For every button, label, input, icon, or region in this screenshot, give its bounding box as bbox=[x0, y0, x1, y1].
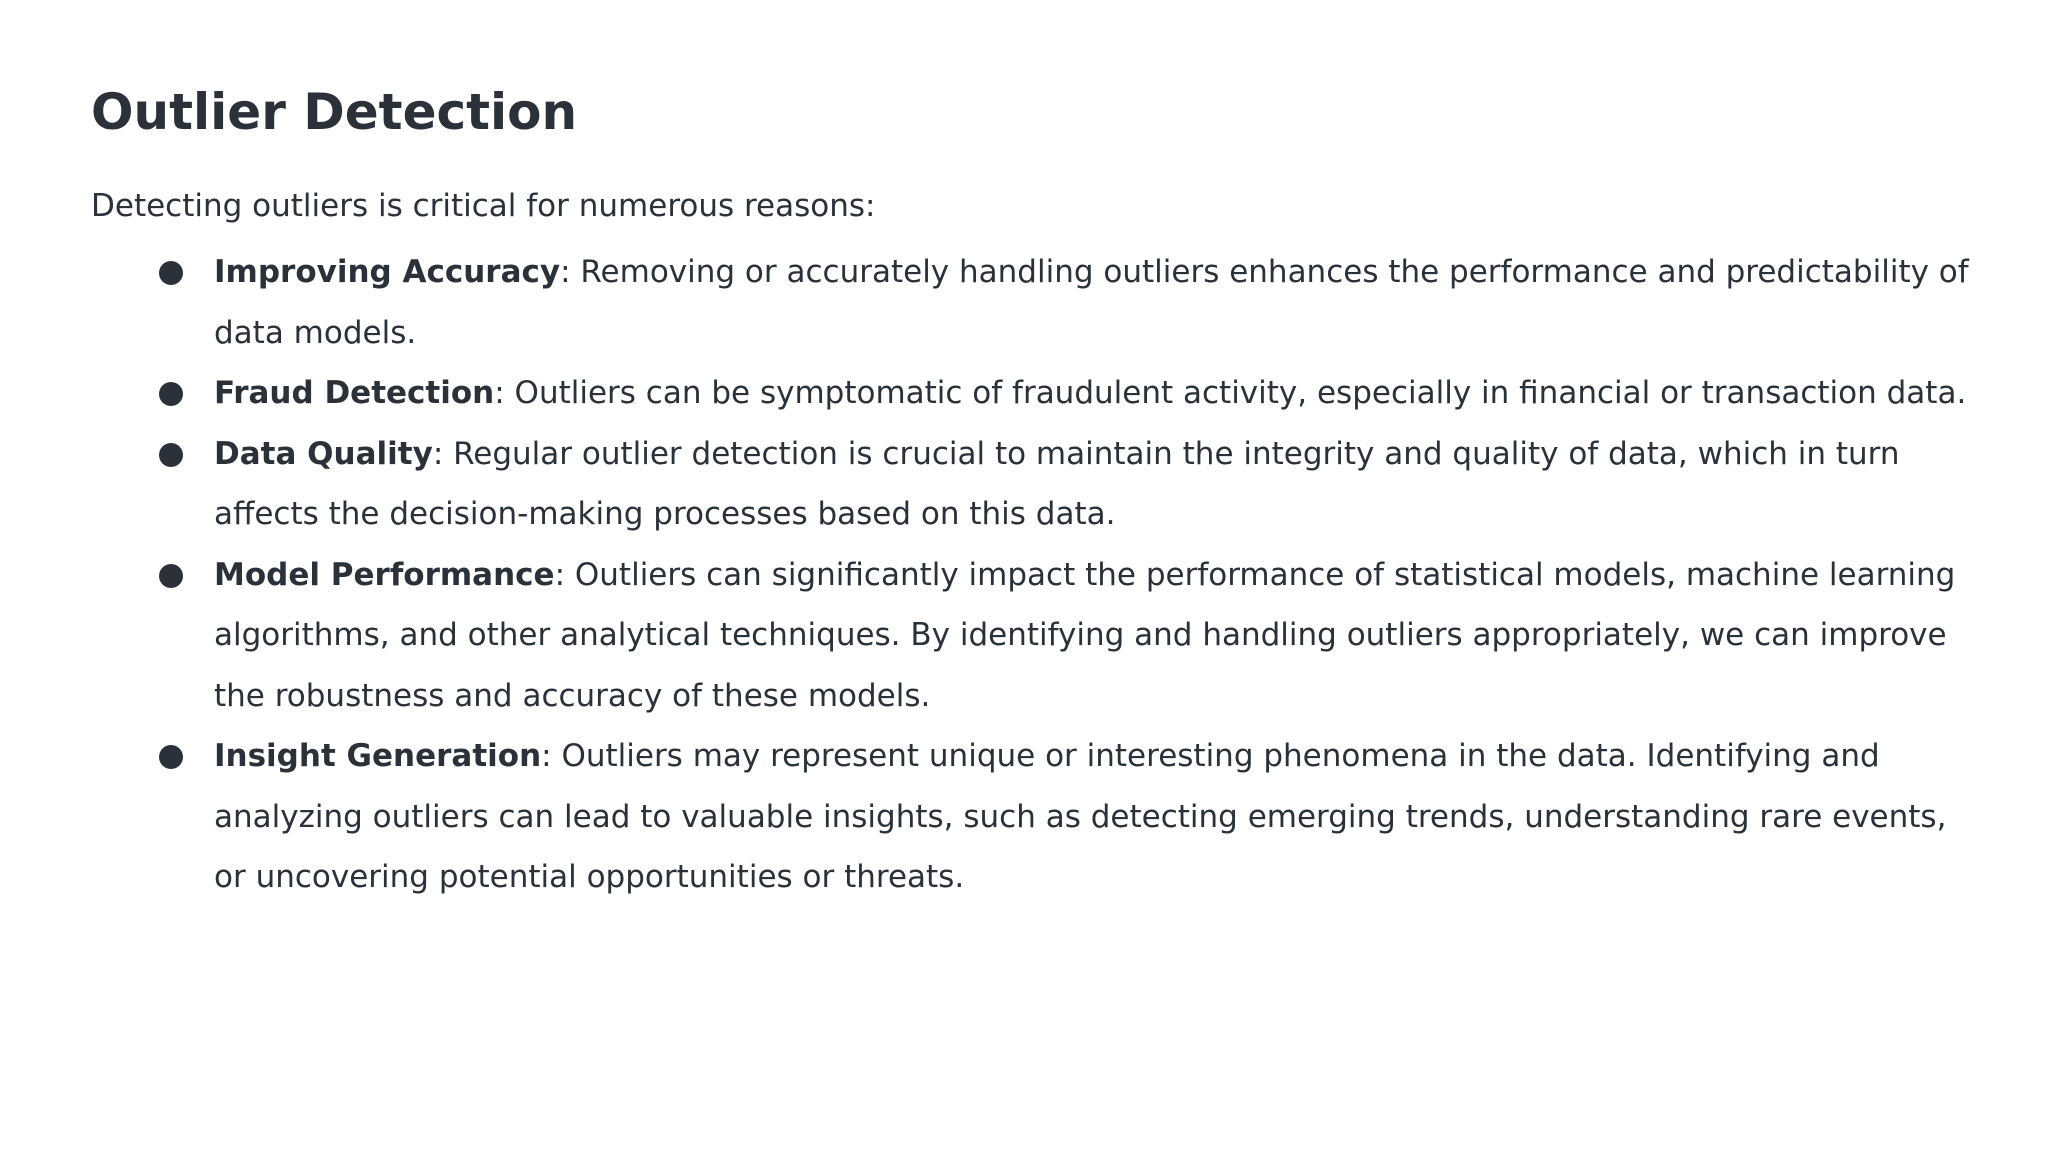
bullet-term: Fraud Detection bbox=[214, 375, 495, 411]
bullet-icon bbox=[159, 382, 183, 406]
bullet-icon bbox=[159, 261, 183, 285]
bullet-text: : Regular outlier detection is crucial to maintain the integrity and quality of data, which in turn affects the decision-making processes based on this data. bbox=[214, 435, 1900, 532]
list-item bbox=[91, 726, 1978, 908]
bullet-term: Model Performance bbox=[214, 556, 555, 593]
intro-paragraph: Detecting outliers is critical for numerous reasons: bbox=[91, 188, 876, 224]
bullet-icon bbox=[159, 745, 183, 769]
list-item bbox=[91, 363, 1978, 424]
bullet-term: Insight Generation bbox=[214, 738, 542, 774]
bullet-text: : Outliers may represent unique or interesting phenomena in the data. Identifying and analyzing outliers can lead to valuable insights, such as detecting emerging trends, understanding rare events, or uncovering potential opportunities or threats. bbox=[214, 738, 1947, 895]
bullet-icon bbox=[159, 443, 183, 467]
bullet-term: Data Quality bbox=[214, 435, 433, 472]
page-title: Outlier Detection bbox=[91, 83, 578, 141]
list-item bbox=[91, 242, 1978, 363]
bullet-text: : Removing or accurately handling outliers enhances the performance and predictability of data models. bbox=[214, 254, 1969, 351]
bullet-list bbox=[91, 242, 1978, 908]
list-item bbox=[91, 424, 1978, 545]
bullet-text: : Outliers can be symptomatic of fraudulent activity, especially in financial or transaction data. bbox=[494, 375, 1967, 411]
bullet-icon bbox=[159, 564, 183, 588]
bullet-text: : Outliers can significantly impact the performance of statistical models, machine learning algorithms, and other analytical techniques. By identifying and handling outliers appropriately, we can improve the robustness and accuracy of these models. bbox=[214, 556, 1956, 714]
list-item bbox=[91, 545, 1978, 727]
bullet-term: Improving Accuracy bbox=[214, 254, 561, 290]
